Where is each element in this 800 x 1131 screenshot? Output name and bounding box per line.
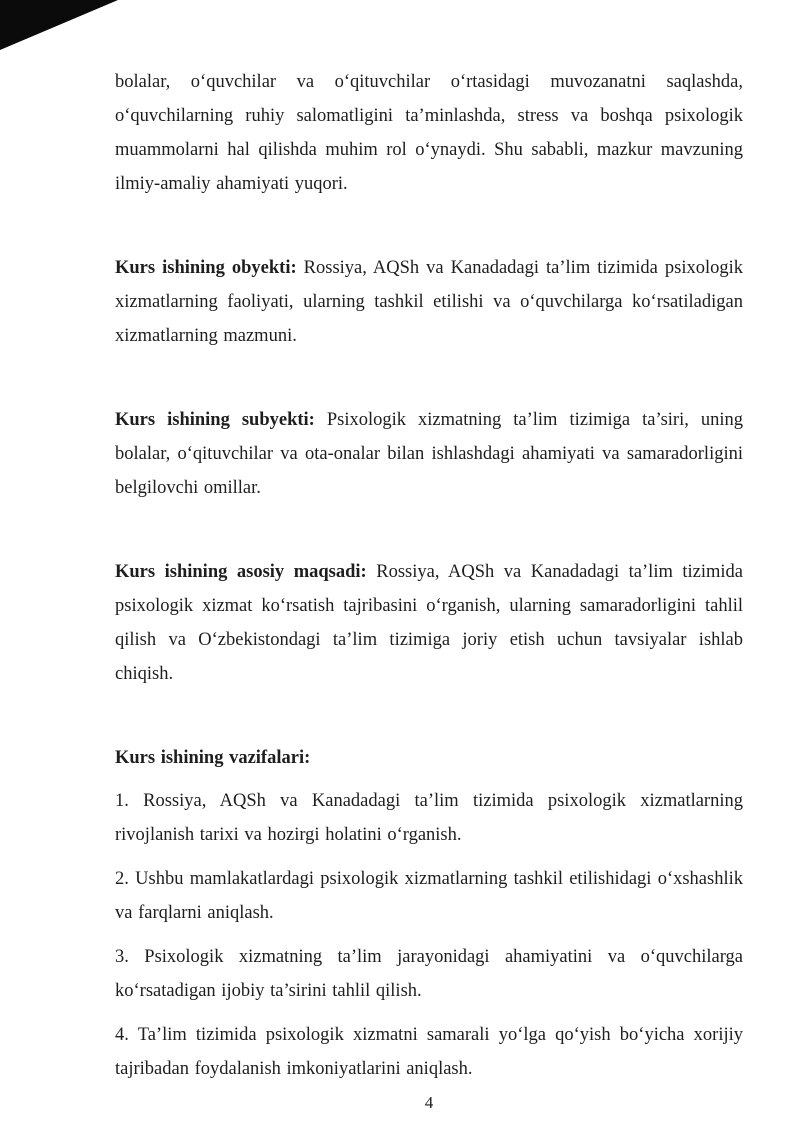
section-subyekti-label: Kurs ishining subyekti:: [115, 410, 315, 430]
section-maqsadi-text: Rossiya, AQSh va Kanadadagi ta’lim tizimida psixologik xizmat ko‘rsatish tajribasini o‘rganish, ularning samaradorligini tahlil qilish va O‘zbekistondagi ta’lim tizimiga joriy etish uchun tavsiyalar ishlab chiqish.: [115, 562, 744, 684]
section-obyekti-text: Rossiya, AQSh va Kanadadagi ta’lim tizimida psixologik xizmatlarning faoliyati, ularning tashkil etilishi va o‘quvchilarga ko‘rsatiladigan xizmatlarning mazmuni.: [115, 258, 744, 346]
section-maqsadi-label: Kurs ishining asosiy maqsadi:: [115, 562, 367, 582]
section-subyekti: [115, 403, 743, 505]
task-item-4: 4. Ta’lim tizimida psixologik xizmatni samarali yo‘lga qo‘yish bo‘yicha xorijiy tajribadan foydalanish imkoniyatlarini aniqlash.: [115, 1025, 743, 1079]
section-obyekti-label: Kurs ishining obyekti:: [115, 258, 297, 278]
task-item-3: 3. Psixologik xizmatning ta’lim jarayonidagi ahamiyatini va o‘quvchilarga ko‘rsatadigan ijobiy ta’sirini tahlil qilish.: [115, 947, 743, 1001]
section-maqsadi: [115, 555, 743, 691]
task-item-2: 2. Ushbu mamlakatlardagi psixologik xizmatlarning tashkil etilishidagi o‘xshashlik va farqlarni aniqlash.: [115, 869, 743, 923]
section-obyekti: [115, 251, 743, 353]
section-vazifalari: [115, 741, 743, 775]
page-number: 4: [424, 1093, 434, 1112]
page-content: [115, 0, 743, 1120]
intro-paragraph: bolalar, o‘quvchilar va o‘qituvchilar o‘rtasidagi muvozanatni saqlashda, o‘quvchilarning ruhiy salomatligini ta’minlashda, stress va boshqa psixologik muammolarni hal qilishda muhim rol o‘ynaydi. Shu sababli, mazkur mavzuning ilmiy-amaliy ahamiyati yuqori.: [115, 72, 743, 194]
section-subyekti-text: Psixologik xizmatning ta’lim tizimiga ta’siri, uning bolalar, o‘qituvchilar va ota-onalar bilan ishlashdagi ahamiyati va samaradorligini belgilovchi omillar.: [115, 410, 743, 498]
section-vazifalari-label: Kurs ishining vazifalari:: [115, 748, 311, 768]
task-item-1: 1. Rossiya, AQSh va Kanadadagi ta’lim tizimida psixologik xizmatlarning rivojlanish tarixi va hozirgi holatini o‘rganish.: [115, 791, 743, 845]
scan-corner-artifact: [0, 0, 118, 50]
